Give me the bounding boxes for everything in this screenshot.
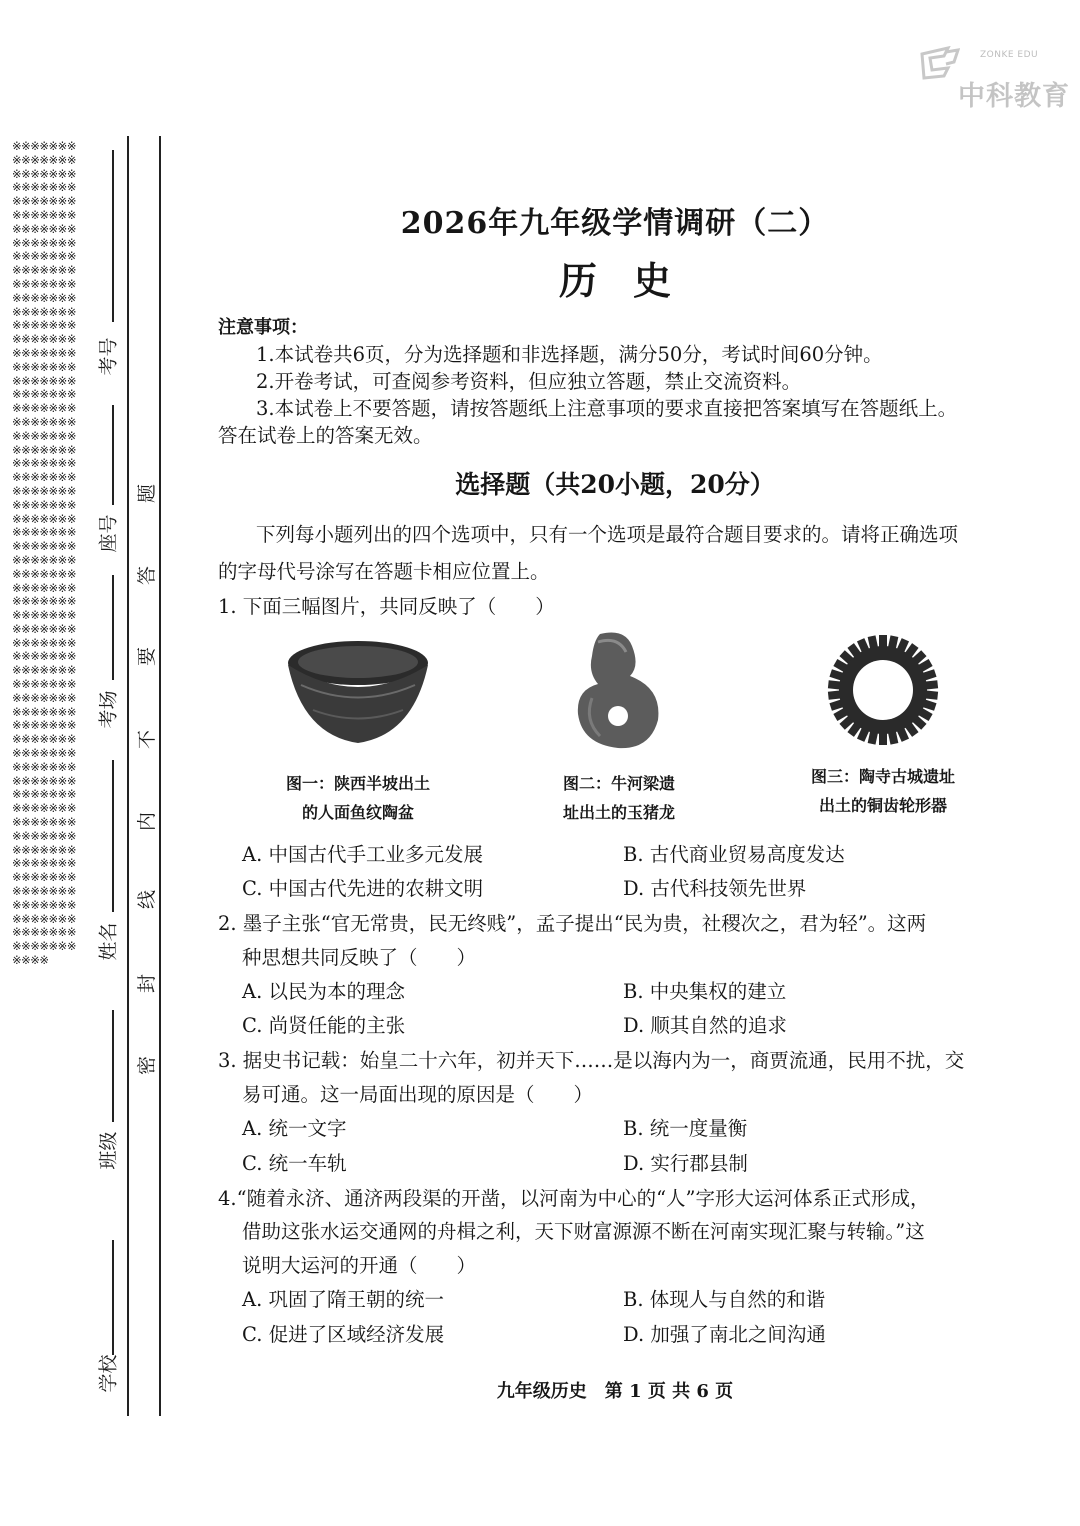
figure-caption-line: 出土的铜齿轮形器 <box>818 796 947 815</box>
field-label-exam-room: 考场 <box>97 690 120 729</box>
seal-char: 线 <box>136 889 159 910</box>
seal-char: 答 <box>136 565 159 586</box>
section-instruction: 下列每小题列出的四个选项中，只有一个选项是最符合题目要求的。请将正确选项 <box>256 523 959 546</box>
figure-caption <box>544 769 694 827</box>
question-1-stem: 1. 下面三幅图片，共同反映了（ ） <box>218 595 555 618</box>
question-2-stem: 2. 墨子主张“官无常贵，民无终贱”，孟子提出“民为贵，社稷次之，君为轻”。这两 <box>218 912 927 935</box>
figure-caption-line: 的人面鱼纹陶盆 <box>301 803 414 822</box>
option-a[interactable]: A. 统一文字 <box>242 1117 347 1140</box>
notice-item: 3.本试卷上不要答题，请按答题纸上注意事项的要求直接把答案填写在答题纸上。 <box>256 397 958 420</box>
notice-heading: 注意事项： <box>218 317 308 338</box>
option-d[interactable]: D. 顺其自然的追求 <box>623 1014 787 1037</box>
binding-line-right <box>159 136 161 1416</box>
option-c[interactable]: C. 中国古代先进的农耕文明 <box>242 877 484 900</box>
seal-char: 封 <box>136 973 159 994</box>
figure-caption-line: 址出土的玉猪龙 <box>562 803 675 822</box>
option-d[interactable]: D. 加强了南北之间沟通 <box>623 1323 826 1346</box>
question-3-stem: 易可通。这一局面出现的原因是（ ） <box>242 1083 594 1106</box>
binding-hatch-pattern: ※※※※※※※※※※※※※※※※※※※※※※※※※※※※※※※※※※※※※※※※※※※※※※※※※※※※※※※※※※※※※※※※※※※※※※※※※※※※※※※※※※※※※※※※※※※※※※※※※※※※※※※※※※※※※※※※※※※※※※※※※※※※※※※※※※※※※※※※※※※※※※※※※※※※※※※※※※※※※※※※※※※※※※※※※※※※※※※※※※※※※※※※※※※※※※※※※※※※※※※※※※※※※※※※※※※※※※※※※※※※※※※※※※※※※※※※※※※※※※※※※※※※※※※※※※※※※※※※※※※※※※※※※※※※※※※※※※※※※※※※※※※※※※※※※※※※※※※※※※※※※※※※※※※※※※※※※※※※※※※※※※※※※※※※※※※※※※※※※※※※※※※※※※※※※※※※※※※※※※※※※※※※※※※※※※※※※※※※※※※※※※※※※※※※※※※※※※※※※※※※※※※※※※※※※※※※※※※※※ <box>12 140 76 968</box>
seal-char: 密 <box>136 1055 159 1076</box>
figure-caption-line: 图一：陕西半坡出土 <box>285 774 430 793</box>
question-2-stem: 种思想共同反映了（ ） <box>242 946 477 969</box>
figure-caption-line: 图二：牛河梁遗 <box>562 774 675 793</box>
notice-item: 1.本试卷共6页，分为选择题和非选择题，满分50分，考试时间60分钟。 <box>256 343 883 366</box>
section-instruction: 的字母代号涂写在答题卡相应位置上。 <box>218 560 550 583</box>
bronze-gear-icon <box>826 633 940 747</box>
question-4-stem: 借助这张水运交通网的舟楫之利，天下财富源源不断在河南实现汇聚与转输。”这 <box>242 1220 925 1243</box>
option-b[interactable]: B. 统一度量衡 <box>623 1117 748 1140</box>
question-3-stem: 3. 据史书记载：始皇二十六年，初并天下……是以海内为一，商贾流通，民用不扰，交 <box>218 1049 965 1072</box>
question-4-stem: 说明大运河的开通（ ） <box>242 1254 477 1277</box>
option-a[interactable]: A. 中国古代手工业多元发展 <box>242 843 483 866</box>
exam-number-line <box>112 150 114 322</box>
notice-item: 2.开卷考试，可查阅参考资料，但应独立答题，禁止交流资料。 <box>256 370 802 393</box>
field-label-name: 姓名 <box>97 922 120 961</box>
seal-char: 内 <box>136 811 159 832</box>
field-label-seat-number: 座号 <box>97 514 120 553</box>
option-c[interactable]: C. 统一车轨 <box>242 1152 347 1175</box>
figure-caption <box>268 769 448 827</box>
exam-room-line <box>112 575 114 680</box>
seal-char: 题 <box>136 483 159 504</box>
figure-caption <box>793 762 973 820</box>
seal-char: 要 <box>136 646 159 667</box>
option-b[interactable]: B. 体现人与自然的和谐 <box>623 1288 826 1311</box>
brand-logo <box>918 42 1073 112</box>
option-d[interactable]: D. 古代科技领先世界 <box>623 877 807 900</box>
option-a[interactable]: A. 以民为本的理念 <box>242 980 405 1003</box>
pottery-basin-icon <box>283 635 433 750</box>
option-c[interactable]: C. 尚贤任能的主张 <box>242 1014 406 1037</box>
exam-title: 2026年九年级学情调研（二） <box>400 206 830 241</box>
notice-item: 答在试卷上的答案无效。 <box>218 424 433 447</box>
field-label-exam-number: 考号 <box>97 337 120 376</box>
field-label-class: 班级 <box>97 1131 120 1170</box>
logo-subtext: ZONKE EDU <box>980 50 1039 60</box>
option-b[interactable]: B. 中央集权的建立 <box>623 980 787 1003</box>
field-label-school: 学校 <box>97 1354 120 1393</box>
school-line <box>112 1240 114 1355</box>
class-line <box>112 1010 114 1122</box>
page-footer: 九年级历史 第 1 页 共 6 页 <box>496 1381 734 1402</box>
seat-number-line <box>112 405 114 505</box>
figure-caption-line: 图三：陶寺古城遗址 <box>810 767 955 786</box>
jade-pig-dragon-icon <box>570 628 670 753</box>
option-b[interactable]: B. 古代商业贸易高度发达 <box>623 843 845 866</box>
name-line <box>112 760 114 912</box>
option-a[interactable]: A. 巩固了隋王朝的统一 <box>242 1288 444 1311</box>
logo-text: 中科教育 <box>958 81 1070 112</box>
subject-title: 历史 <box>558 258 707 303</box>
logo-mark-icon <box>918 46 960 82</box>
question-4-stem: 4.“随着永济、通济两段渠的开凿，以河南为中心的“人”字形大运河体系正式形成， <box>218 1187 930 1210</box>
option-d[interactable]: D. 实行郡县制 <box>623 1152 748 1175</box>
binding-line-left <box>127 136 129 1416</box>
seal-char: 不 <box>136 729 159 750</box>
section-title: 选择题（共20小题，20分） <box>455 470 775 499</box>
option-c[interactable]: C. 促进了区域经济发展 <box>242 1323 445 1346</box>
